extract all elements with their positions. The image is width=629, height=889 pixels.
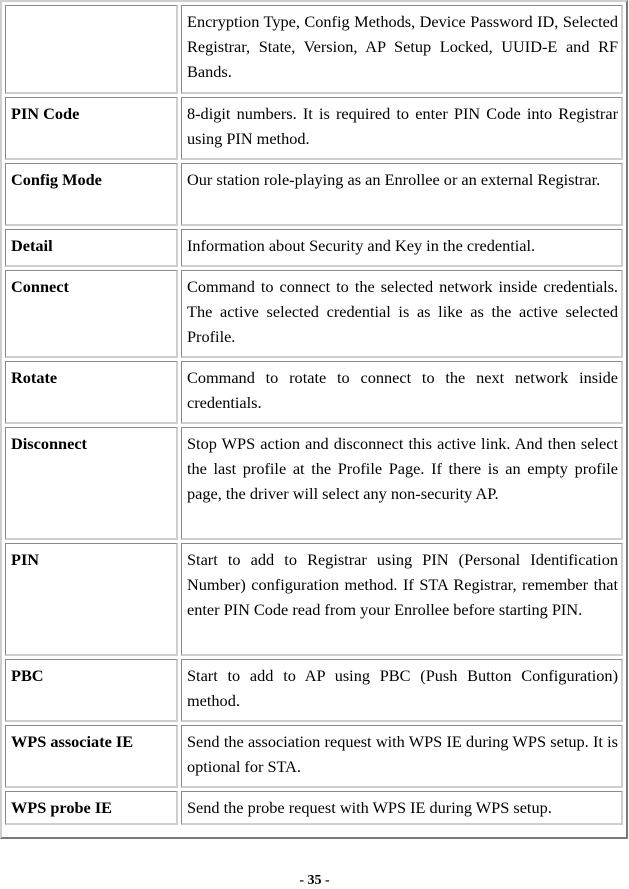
term-cell: Config Mode bbox=[5, 163, 178, 226]
description-cell: Stop WPS action and disconnect this active link. And then select the last profile at the Profile Page. If there is an empty profile page, the driver will select any non-security AP. bbox=[181, 427, 623, 540]
description-cell: Start to add to AP using PBC (Push Button Configuration) method. bbox=[181, 659, 623, 722]
table-row bbox=[5, 97, 623, 160]
table-row bbox=[5, 427, 623, 540]
description-cell: Command to rotate to connect to the next network inside credentials. bbox=[181, 361, 623, 424]
description-cell: Start to add to Registrar using PIN (Personal Identification Number) configuration method. If STA Registrar, remember that enter PIN Code read from your Enrollee before starting PIN. bbox=[181, 543, 623, 656]
page-number: - 35 - bbox=[299, 873, 330, 888]
description-cell: Send the association request with WPS IE during WPS setup. It is optional for STA. bbox=[181, 725, 623, 788]
term-cell bbox=[5, 5, 178, 94]
term-cell: Detail bbox=[5, 229, 178, 267]
description-cell: 8-digit numbers. It is required to enter PIN Code into Registrar using PIN method. bbox=[181, 97, 623, 160]
description-cell: Encryption Type, Config Methods, Device Password ID, Selected Registrar, State, Version, AP Setup Locked, UUID-E and RF Bands. bbox=[181, 5, 623, 94]
term-cell: PBC bbox=[5, 659, 178, 722]
term-cell: PIN Code bbox=[5, 97, 178, 160]
description-cell: Our station role-playing as an Enrollee or an external Registrar. bbox=[181, 163, 623, 226]
table-row bbox=[5, 791, 623, 825]
term-cell: Rotate bbox=[5, 361, 178, 424]
table-row bbox=[5, 659, 623, 722]
table-row bbox=[5, 725, 623, 788]
term-cell: WPS associate IE bbox=[5, 725, 178, 788]
term-cell: WPS probe IE bbox=[5, 791, 178, 825]
term-cell: Connect bbox=[5, 270, 178, 358]
table-row bbox=[5, 229, 623, 267]
table-row bbox=[5, 5, 623, 94]
table-row bbox=[5, 163, 623, 226]
description-cell: Information about Security and Key in the credential. bbox=[181, 229, 623, 267]
definition-table bbox=[2, 2, 626, 828]
table-row bbox=[5, 270, 623, 358]
term-cell: PIN bbox=[5, 543, 178, 656]
description-cell: Command to connect to the selected network inside credentials. The active selected credential is as like as the active selected Profile. bbox=[181, 270, 623, 358]
table-row bbox=[5, 543, 623, 656]
term-cell: Disconnect bbox=[5, 427, 178, 540]
description-cell: Send the probe request with WPS IE during WPS setup. bbox=[181, 791, 623, 825]
table-row bbox=[5, 361, 623, 424]
